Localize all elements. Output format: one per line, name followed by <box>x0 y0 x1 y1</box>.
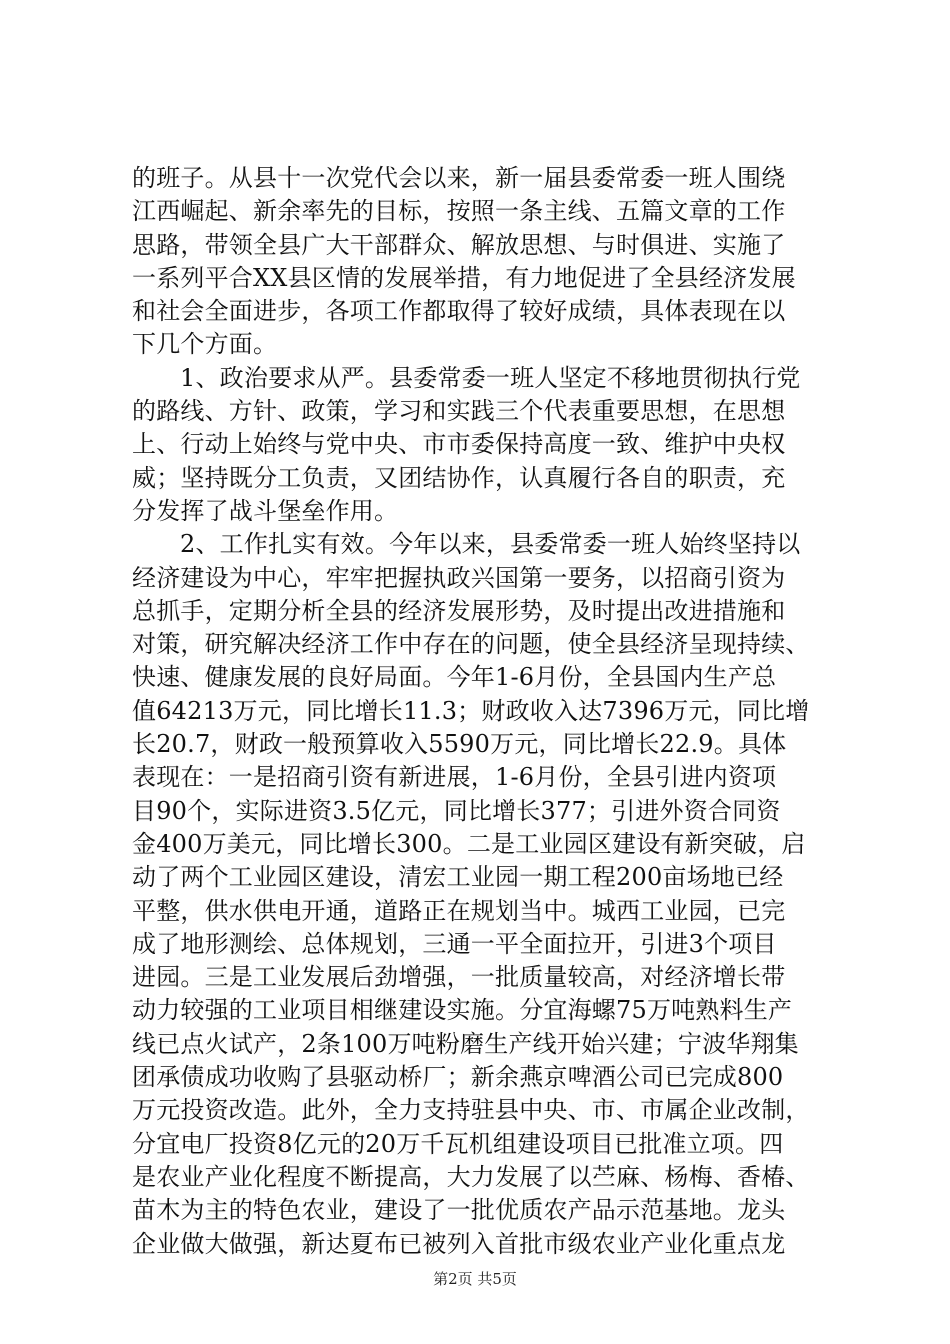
text-line: 下几个方面。 <box>132 330 278 359</box>
text-line: 一系列平合XX县区情的发展举措，有力地促进了全县经济发展 <box>132 263 796 292</box>
text-line: 线已点火试产，2条100万吨粉磨生产线开始兴建；宁波华翔集 <box>132 1029 799 1058</box>
text-line: 2、工作扎实有效。今年以来，县委常委一班人始终坚持以 <box>180 530 801 559</box>
text-line: 上、行动上始终与党中央、市市委保持高度一致、维护中央权 <box>132 430 786 459</box>
text-line: 团承债成功收购了县驱动桥厂；新余燕京啤酒公司已完成800 <box>132 1063 784 1092</box>
text-line: 分发挥了战斗堡垒作用。 <box>132 496 399 525</box>
text-line: 威；坚持既分工负责，又团结协作，认真履行各自的职责，充 <box>132 463 786 492</box>
text-line: 是农业产业化程度不断提高，大力发展了以苎麻、杨梅、香椿、 <box>132 1162 810 1191</box>
text-line: 的班子。从县十一次党代会以来，新一届县委常委一班人围绕 <box>132 164 786 192</box>
text-line: 分宜电厂投资8亿元的20万千瓦机组建设项目已批准立项。四 <box>132 1129 784 1158</box>
page-number-label: 第2页 共5页 <box>433 1270 517 1288</box>
text-line: 1、政治要求从严。县委常委一班人坚定不移地贯彻执行党 <box>180 363 801 392</box>
text-line: 长20.7，财政一般预算收入5590万元，同比增长22.9。具体 <box>132 730 787 759</box>
text-line: 表现在：一是招商引资有新进展，1-6月份，全县引进内资项 <box>132 763 777 792</box>
text-line: 动了两个工业园区建设，清宏工业园一期工程200亩场地已经 <box>132 863 784 892</box>
text-line: 目90个，实际进资3.5亿元，同比增长377；引进外资合同资 <box>132 796 781 825</box>
text-line: 思路，带领全县广大干部群众、解放思想、与时俱进、实施了 <box>132 230 786 259</box>
text-line: 和社会全面进步，各项工作都取得了较好成绩，具体表现在以 <box>132 297 786 326</box>
text-line: 苗木为主的特色农业，建设了一批优质农产品示范基地。龙头 <box>132 1196 786 1225</box>
text-line: 平整，供水供电开通，道路正在规划当中。城西工业园，已完 <box>132 896 786 925</box>
text-line: 成了地形测绘、总体规划，三通一平全面拉开，引进3个项目 <box>132 929 777 958</box>
page-footer <box>0 1268 950 1289</box>
text-line: 值64213万元，同比增长11.3；财政收入达7396万元，同比增 <box>132 696 810 725</box>
text-line: 总抓手，定期分析全县的经济发展形势，及时提出改进措施和 <box>132 596 786 625</box>
text-line: 对策，研究解决经济工作中存在的问题，使全县经济呈现持续、 <box>132 630 810 659</box>
text-line: 金400万美元，同比增长300。二是工业园区建设有新突破，启 <box>132 829 806 858</box>
text-line: 进园。三是工业发展后劲增强，一批质量较高，对经济增长带 <box>132 963 786 992</box>
text-line: 万元投资改造。此外，全力支持驻县中央、市、市属企业改制， <box>132 1096 810 1125</box>
document-body <box>132 162 832 1261</box>
text-line: 经济建设为中心，牢牢把握执政兴国第一要务，以招商引资为 <box>132 563 786 592</box>
text-line: 企业做大做强，新达夏布已被列入首批市级农业产业化重点龙 <box>132 1229 786 1258</box>
text-line: 快速、健康发展的良好局面。今年1-6月份，全县国内生产总 <box>132 663 777 692</box>
text-line: 的路线、方针、政策，学习和实践三个代表重要思想，在思想 <box>132 397 786 426</box>
text-line: 江西崛起、新余率先的目标，按照一条主线、五篇文章的工作 <box>132 197 786 226</box>
text-line: 动力较强的工业项目相继建设实施。分宜海螺75万吨熟料生产 <box>132 996 793 1025</box>
